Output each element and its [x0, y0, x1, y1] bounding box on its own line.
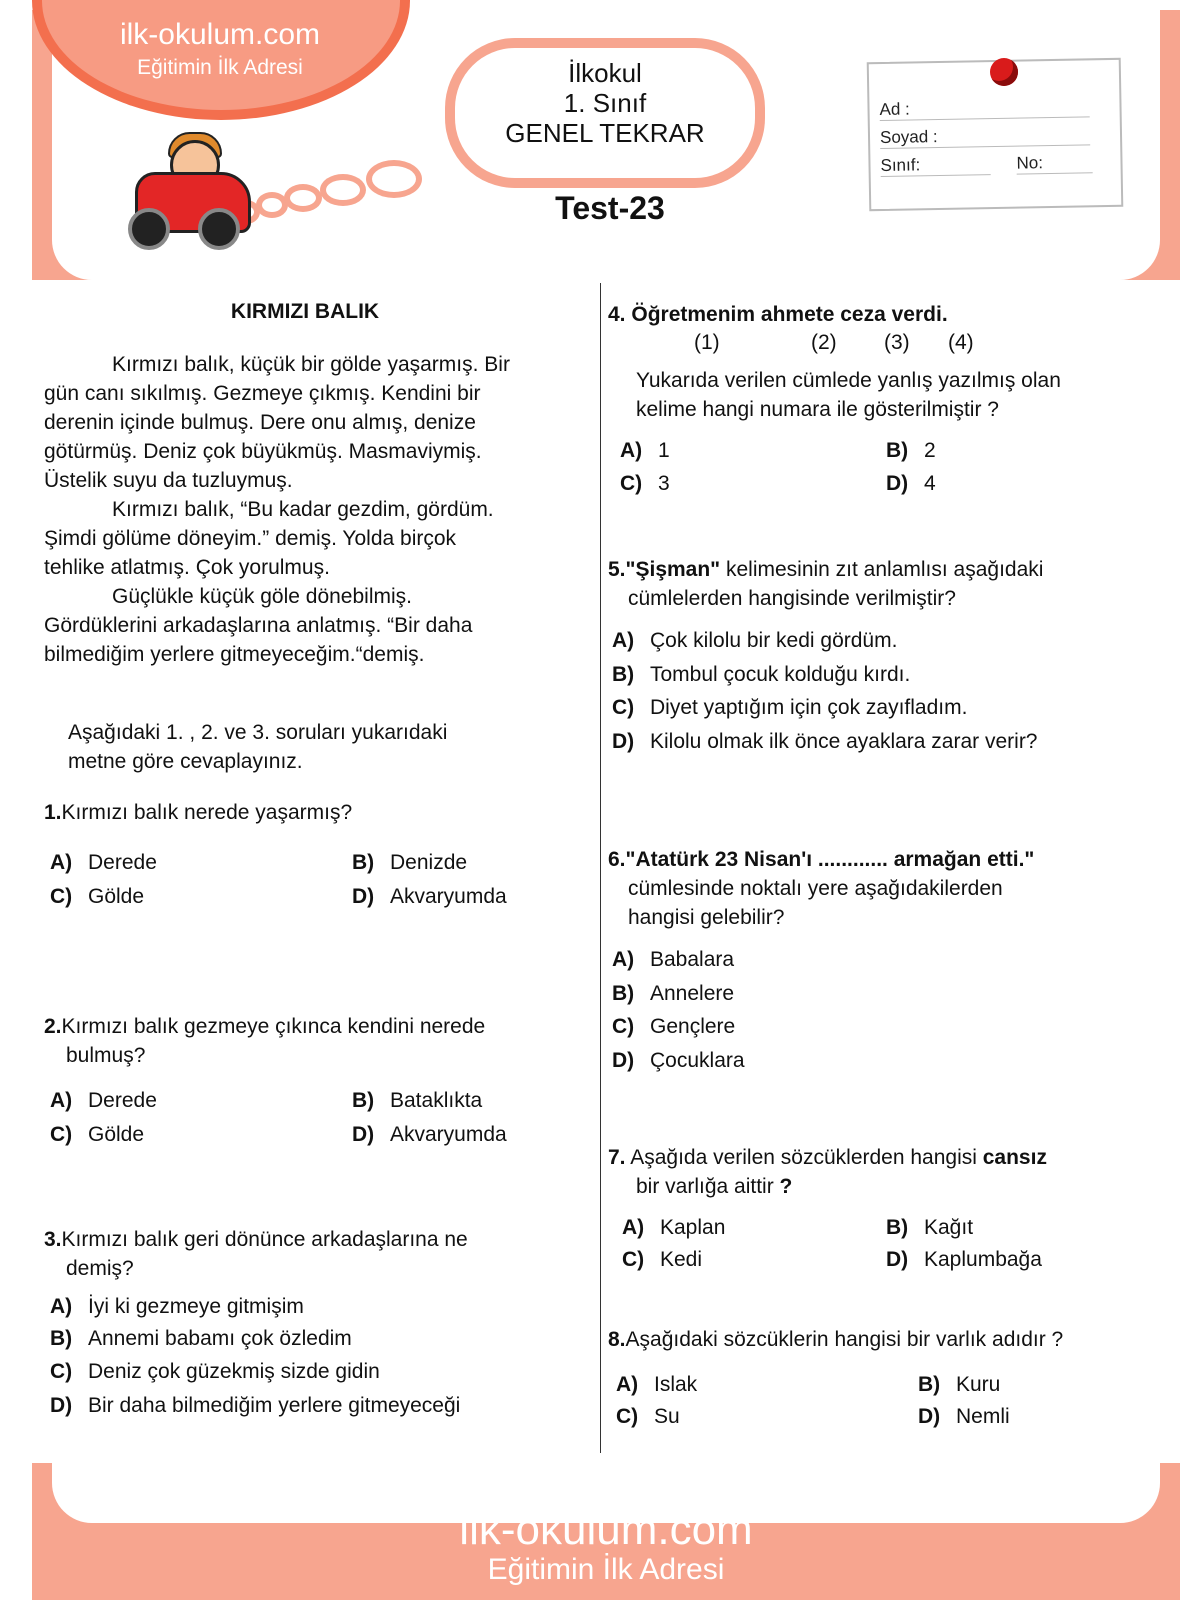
option-a[interactable]: A) İyi ki gezmeye gitmişim	[50, 1295, 304, 1318]
question-4	[608, 300, 1168, 329]
question-text: Aşağıdaki sözcüklerin hangisi bir varlık adıdır ?	[625, 1328, 1064, 1351]
option-c[interactable]: C) Gölde	[50, 1123, 145, 1146]
story-title: KIRMIZI BALIK	[230, 300, 380, 323]
question-number: 4.	[608, 303, 626, 326]
thought-bubble-dot	[326, 180, 360, 200]
question-number: 5.	[608, 558, 626, 581]
question-6: 6."Atatürk 23 Nisan'ı ............ armağan etti." cümlesinde noktalı yere aşağıdakilerden hangisi gelebilir?	[608, 848, 1035, 929]
option-a[interactable]: A) Kaplan	[622, 1216, 726, 1239]
option-a[interactable]: A) Derede	[50, 851, 157, 874]
push-pin-icon	[990, 58, 1018, 86]
question-number: 7.	[608, 1146, 626, 1169]
logo-title[interactable]: ilk-okulum.com	[119, 18, 321, 51]
option-c[interactable]: C) Kedi	[622, 1248, 703, 1271]
logo-subtitle: Eğitimin İlk Adresi	[137, 56, 303, 79]
question-text: Kırmızı balık geri dönünce arkadaşlarına ne	[61, 1228, 468, 1251]
footer-title[interactable]: ilk-okulum.com	[459, 1505, 753, 1554]
question-text: Kırmızı balık nerede yaşarmış?	[61, 801, 353, 824]
option-b[interactable]: B) Denizde	[352, 851, 468, 874]
story-line: götürmüş. Deniz çok büyükmüş. Masmaviymiş.	[44, 440, 482, 463]
option-c[interactable]: C) Gölde	[50, 885, 145, 908]
word-mark-2: (2)	[811, 331, 837, 354]
footer-subtitle: Eğitimin İlk Adresi	[487, 1553, 725, 1586]
question-text: Aşağıda verilen sözcüklerden hangisi	[630, 1146, 983, 1169]
grade-level: 1. Sınıf	[563, 88, 647, 118]
story-line: Gördüklerini arkadaşlarına anlatmış. “Bir daha	[44, 614, 473, 637]
option-b[interactable]: B) Tombul çocuk kolduğu kırdı.	[612, 663, 911, 686]
column-divider	[600, 283, 601, 1453]
word-mark-1: (1)	[694, 331, 720, 354]
thought-bubble-dot	[372, 166, 416, 192]
option-d[interactable]: D) Akvaryumda	[352, 885, 507, 908]
option-c[interactable]: C) Gençlere	[612, 1015, 736, 1038]
question-text: Yukarıda verilen cümlede yanlış yazılmış olan kelime hangi numara ile gösterilmiştir ?	[636, 369, 1061, 421]
number-field[interactable]: No:	[1016, 152, 1092, 174]
option-a[interactable]: A) Babalara	[612, 948, 735, 971]
question-2: 2.Kırmızı balık gezmeye çıkınca kendini nerede bulmuş?	[44, 1015, 486, 1067]
name-field[interactable]: Ad :	[879, 96, 1089, 121]
option-a[interactable]: A) Islak	[616, 1373, 698, 1396]
word-mark-4: (4)	[948, 331, 974, 354]
option-c[interactable]: C) Diyet yaptığım için çok zayıfladım.	[612, 696, 968, 719]
test-topic: GENEL TEKRAR	[505, 118, 705, 148]
class-field[interactable]: Sınıf:	[880, 154, 990, 177]
question-sentence: Öğretmenim ahmete ceza verdi.	[631, 303, 948, 326]
option-d[interactable]: D) Bir daha bilmediğim yerlere gitmeyeceği	[50, 1394, 461, 1417]
grade-info	[455, 58, 755, 148]
story-line: Üstelik suyu da tuzluymuş.	[44, 469, 293, 492]
option-b[interactable]: B) Kağıt	[886, 1216, 974, 1239]
question-number: 3.	[44, 1228, 62, 1251]
story-line: Güçlükle küçük göle dönebilmiş.	[112, 585, 412, 608]
question-sentence: "Atatürk 23 Nisan'ı ............ armağan etti."	[625, 848, 1035, 871]
option-c[interactable]: C) 3	[620, 472, 670, 495]
car-wheel-icon	[198, 208, 240, 250]
story-line: Kırmızı balık, küçük bir gölde yaşarmış. Bir	[112, 353, 510, 376]
car-wheel-icon	[128, 208, 170, 250]
story-line: derenin içinde bulmuş. Dere onu almış, denize	[44, 411, 476, 434]
question-number: 2.	[44, 1015, 62, 1038]
question-3: 3.Kırmızı balık geri dönünce arkadaşlarına ne demiş?	[44, 1228, 468, 1280]
word-mark-3: (3)	[884, 331, 910, 354]
question-1	[44, 798, 584, 827]
option-a[interactable]: A) Derede	[50, 1089, 157, 1112]
option-a[interactable]: A) Çok kilolu bir kedi gördüm.	[612, 629, 898, 652]
story-line: Şimdi gölüme döneyim.” demiş. Yolda birçok	[44, 527, 457, 550]
option-d[interactable]: D) Kilolu olmak ilk önce ayaklara zarar verir?	[612, 730, 1038, 753]
page-title: Test-23	[555, 190, 665, 226]
option-a[interactable]: A) 1	[620, 439, 670, 462]
option-c[interactable]: C) Deniz çok güzekmiş sizde gidin	[50, 1360, 380, 1383]
option-b[interactable]: B) Annemi babamı çok özledim	[50, 1327, 352, 1350]
story-line: Kırmızı balık, “Bu kadar gezdim, gördüm.	[112, 498, 494, 521]
thought-bubble-dot	[290, 190, 316, 206]
school-level: İlkokul	[568, 58, 642, 88]
story-line: gün canı sıkılmış. Gezmeye çıkmış. Kendini bir	[44, 382, 481, 405]
option-d[interactable]: D) Akvaryumda	[352, 1123, 507, 1146]
option-b[interactable]: B) 2	[886, 439, 936, 462]
option-d[interactable]: D) 4	[886, 472, 936, 495]
option-d[interactable]: D) Kaplumbağa	[886, 1248, 1042, 1271]
story-line: bilmediğim yerlere gitmeyeceğim.“demiş.	[44, 643, 425, 666]
question-number: 8.	[608, 1328, 626, 1351]
option-b[interactable]: B) Kuru	[918, 1373, 1001, 1396]
question-7: 7. Aşağıda verilen sözcüklerden hangisi cansız bir varlığa aittir ?	[608, 1146, 1047, 1198]
question-5: 5."Şişman" kelimesinin zıt anlamlısı aşağıdaki cümlelerden hangisinde verilmiştir?	[608, 558, 1044, 610]
question-text: Kırmızı balık gezmeye çıkınca kendini nerede	[61, 1015, 486, 1038]
option-b[interactable]: B) Bataklıkta	[352, 1089, 483, 1112]
option-d[interactable]: D) Çocuklara	[612, 1049, 745, 1072]
option-b[interactable]: B) Annelere	[612, 982, 735, 1005]
question-8	[608, 1325, 1178, 1354]
option-c[interactable]: C) Su	[616, 1405, 680, 1428]
option-d[interactable]: D) Nemli	[918, 1405, 1010, 1428]
instruction-text: Aşağıdaki 1. , 2. ve 3. soruları yukarıdaki metne göre cevaplayınız.	[68, 721, 448, 773]
question-number: 1.	[44, 801, 62, 824]
story-line: tehlike atlatmış. Çok yorulmuş.	[44, 556, 330, 579]
question-text: kelimesinin zıt anlamlısı aşağıdaki	[720, 558, 1044, 581]
story-text	[44, 350, 584, 669]
surname-field[interactable]: Soyad :	[880, 124, 1090, 149]
question-number: 6.	[608, 848, 626, 871]
thought-bubble-dot	[262, 198, 282, 212]
